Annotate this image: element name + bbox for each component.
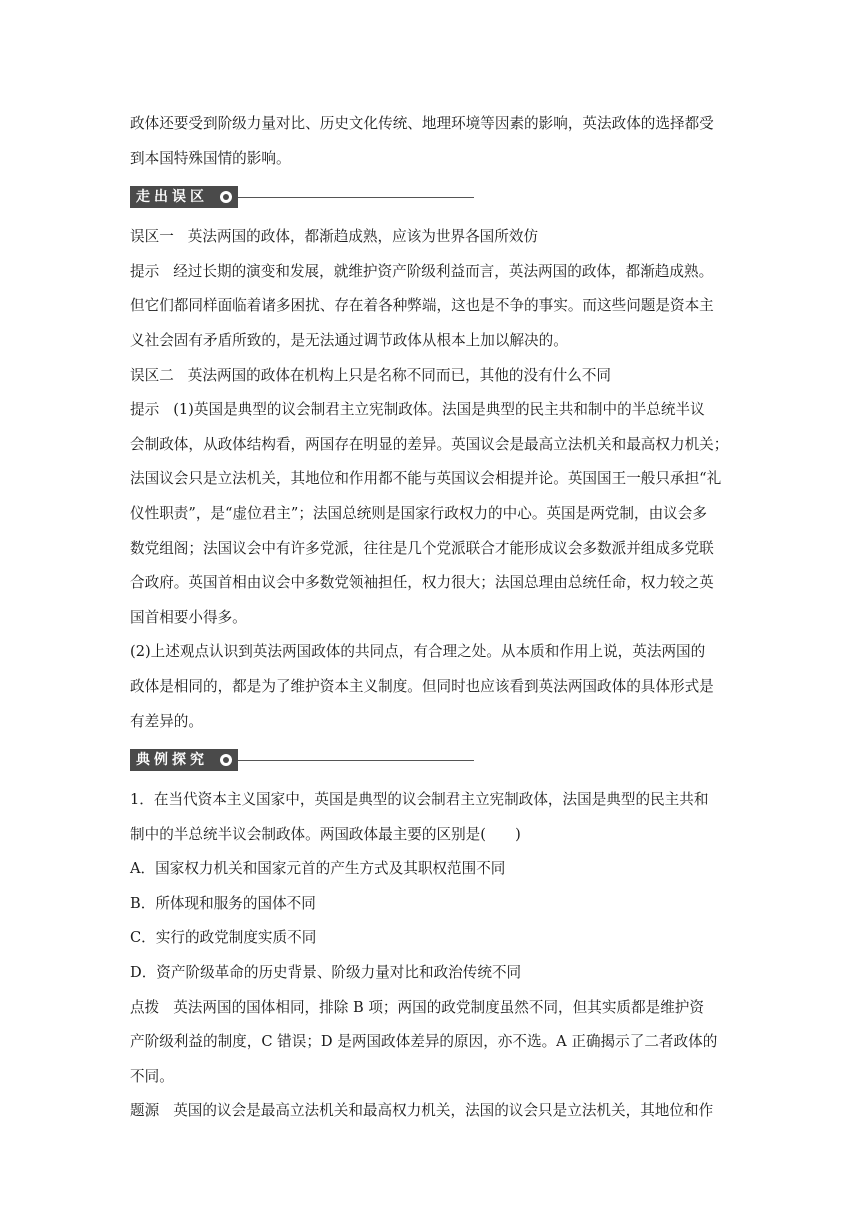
hint-2-line-3: 法国议会只是立法机关，其地位和作用都不能与英国议会相提并论。英国国王一般只承担“礼 bbox=[130, 470, 722, 488]
document-body bbox=[130, 107, 732, 1129]
section-badge bbox=[130, 186, 238, 208]
bullet-dot-icon bbox=[220, 191, 232, 203]
section-title: 典例探究 bbox=[136, 752, 208, 769]
analysis-tag: 点拨 bbox=[130, 998, 160, 1016]
point-2-line-3: 有差异的。 bbox=[130, 712, 203, 730]
hint-2-line-6: 合政府。英国首相由议会中多数党领袖担任，权力很大；法国总理由总统任命，权力较之英 bbox=[130, 574, 714, 592]
myth-1 bbox=[130, 220, 732, 255]
source-tag: 题源 bbox=[130, 1102, 160, 1120]
section-badge bbox=[130, 749, 238, 771]
section-header-examples bbox=[130, 747, 732, 773]
hint-1-line-2: 但它们都同样面临着诸多困扰、存在着各种弊端，这也是不争的事实。而这些问题是资本主 bbox=[130, 297, 714, 315]
hint-1-line-1 bbox=[130, 255, 732, 290]
hint-2-text: (1)英国是典型的议会制君主立宪制政体。法国是典型的民主共和制中的半总统半议 bbox=[173, 401, 705, 419]
option-b: B．所体现和服务的国体不同 bbox=[130, 894, 316, 912]
bullet-dot-icon bbox=[220, 754, 232, 766]
myth-1-tag: 误区一 bbox=[130, 228, 174, 246]
analysis-text: 英法两国的国体相同，排除 B 项；两国的政党制度虽然不同，但其实质都是维护资 bbox=[173, 998, 704, 1016]
hint-2-line-2: 会制政体，从政体结构看，两国存在明显的差异。英国议会是最高立法机关和最高权力机关； bbox=[130, 435, 729, 453]
option-c: C．实行的政党制度实质不同 bbox=[130, 929, 317, 947]
myth-2-tag: 误区二 bbox=[130, 366, 174, 384]
hint-1-tag: 提示 bbox=[130, 262, 160, 280]
myth-1-text: 英法两国的政体，都渐趋成熟，应该为世界各国所效仿 bbox=[187, 228, 539, 246]
option-d: D．资产阶级革命的历史背景、阶级力量对比和政治传统不同 bbox=[130, 964, 522, 982]
hint-2-line-4: 仪性职责”，是“虚位君主”；法国总统则是国家行政权力的中心。英国是两党制，由议会多 bbox=[130, 504, 707, 522]
hint-1-line-3: 义社会固有矛盾所致的，是无法通过调节政体从根本上加以解决的。 bbox=[130, 331, 568, 349]
intro-line-1: 政体还要受到阶级力量对比、历史文化传统、地理环境等因素的影响，英法政体的选择都受 bbox=[130, 115, 714, 132]
analysis-line-3: 不同。 bbox=[130, 1067, 174, 1085]
question-line-2: 制中的半总统半议会制政体。两国政体最主要的区别是( ) bbox=[130, 825, 521, 843]
hint-2-line-5: 数党组阁；法国议会中有许多党派，往往是几个党派联合才能形成议会多数派并组成多党联 bbox=[130, 539, 714, 557]
intro-line-2: 到本国特殊国情的影响。 bbox=[130, 149, 291, 167]
hint-2-line-1 bbox=[130, 393, 732, 428]
section-title: 走出误区 bbox=[136, 189, 208, 206]
section-rule bbox=[238, 197, 474, 198]
myth-2-text: 英法两国的政体在机构上只是名称不同而已，其他的没有什么不同 bbox=[187, 366, 612, 384]
myth-2 bbox=[130, 359, 732, 394]
point-2-line-2: 政体是相同的，都是为了维护资本主义制度。但同时也应该看到英法两国政体的具体形式是 bbox=[130, 677, 714, 695]
option-a: A．国家权力机关和国家元首的产生方式及其职权范围不同 bbox=[130, 860, 506, 878]
analysis-line-2: 产阶级利益的制度，C 错误；D 是两国政体差异的原因，亦不选。A 正确揭示了二者政体的 bbox=[130, 1033, 718, 1051]
source-text: 英国的议会是最高立法机关和最高权力机关，法国的议会只是立法机关，其地位和作 bbox=[173, 1102, 714, 1120]
point-2-line-1: (2)上述观点认识到英法两国政体的共同点，有合理之处。从本质和作用上说，英法两国的 bbox=[130, 643, 706, 661]
hint-1-text: 经过长期的演变和发展，就维护资产阶级利益而言，英法两国的政体，都渐趋成熟。 bbox=[173, 262, 714, 280]
section-header-myths bbox=[130, 184, 732, 210]
source-line-1 bbox=[130, 1094, 732, 1129]
section-rule bbox=[238, 760, 474, 761]
analysis-line-1 bbox=[130, 991, 732, 1026]
question-line-1: 1．在当代资本主义国家中，英国是典型的议会制君主立宪制政体，法国是典型的民主共和 bbox=[130, 791, 709, 809]
hint-2-tag: 提示 bbox=[130, 401, 160, 419]
hint-2-line-7: 国首相要小得多。 bbox=[130, 608, 247, 626]
